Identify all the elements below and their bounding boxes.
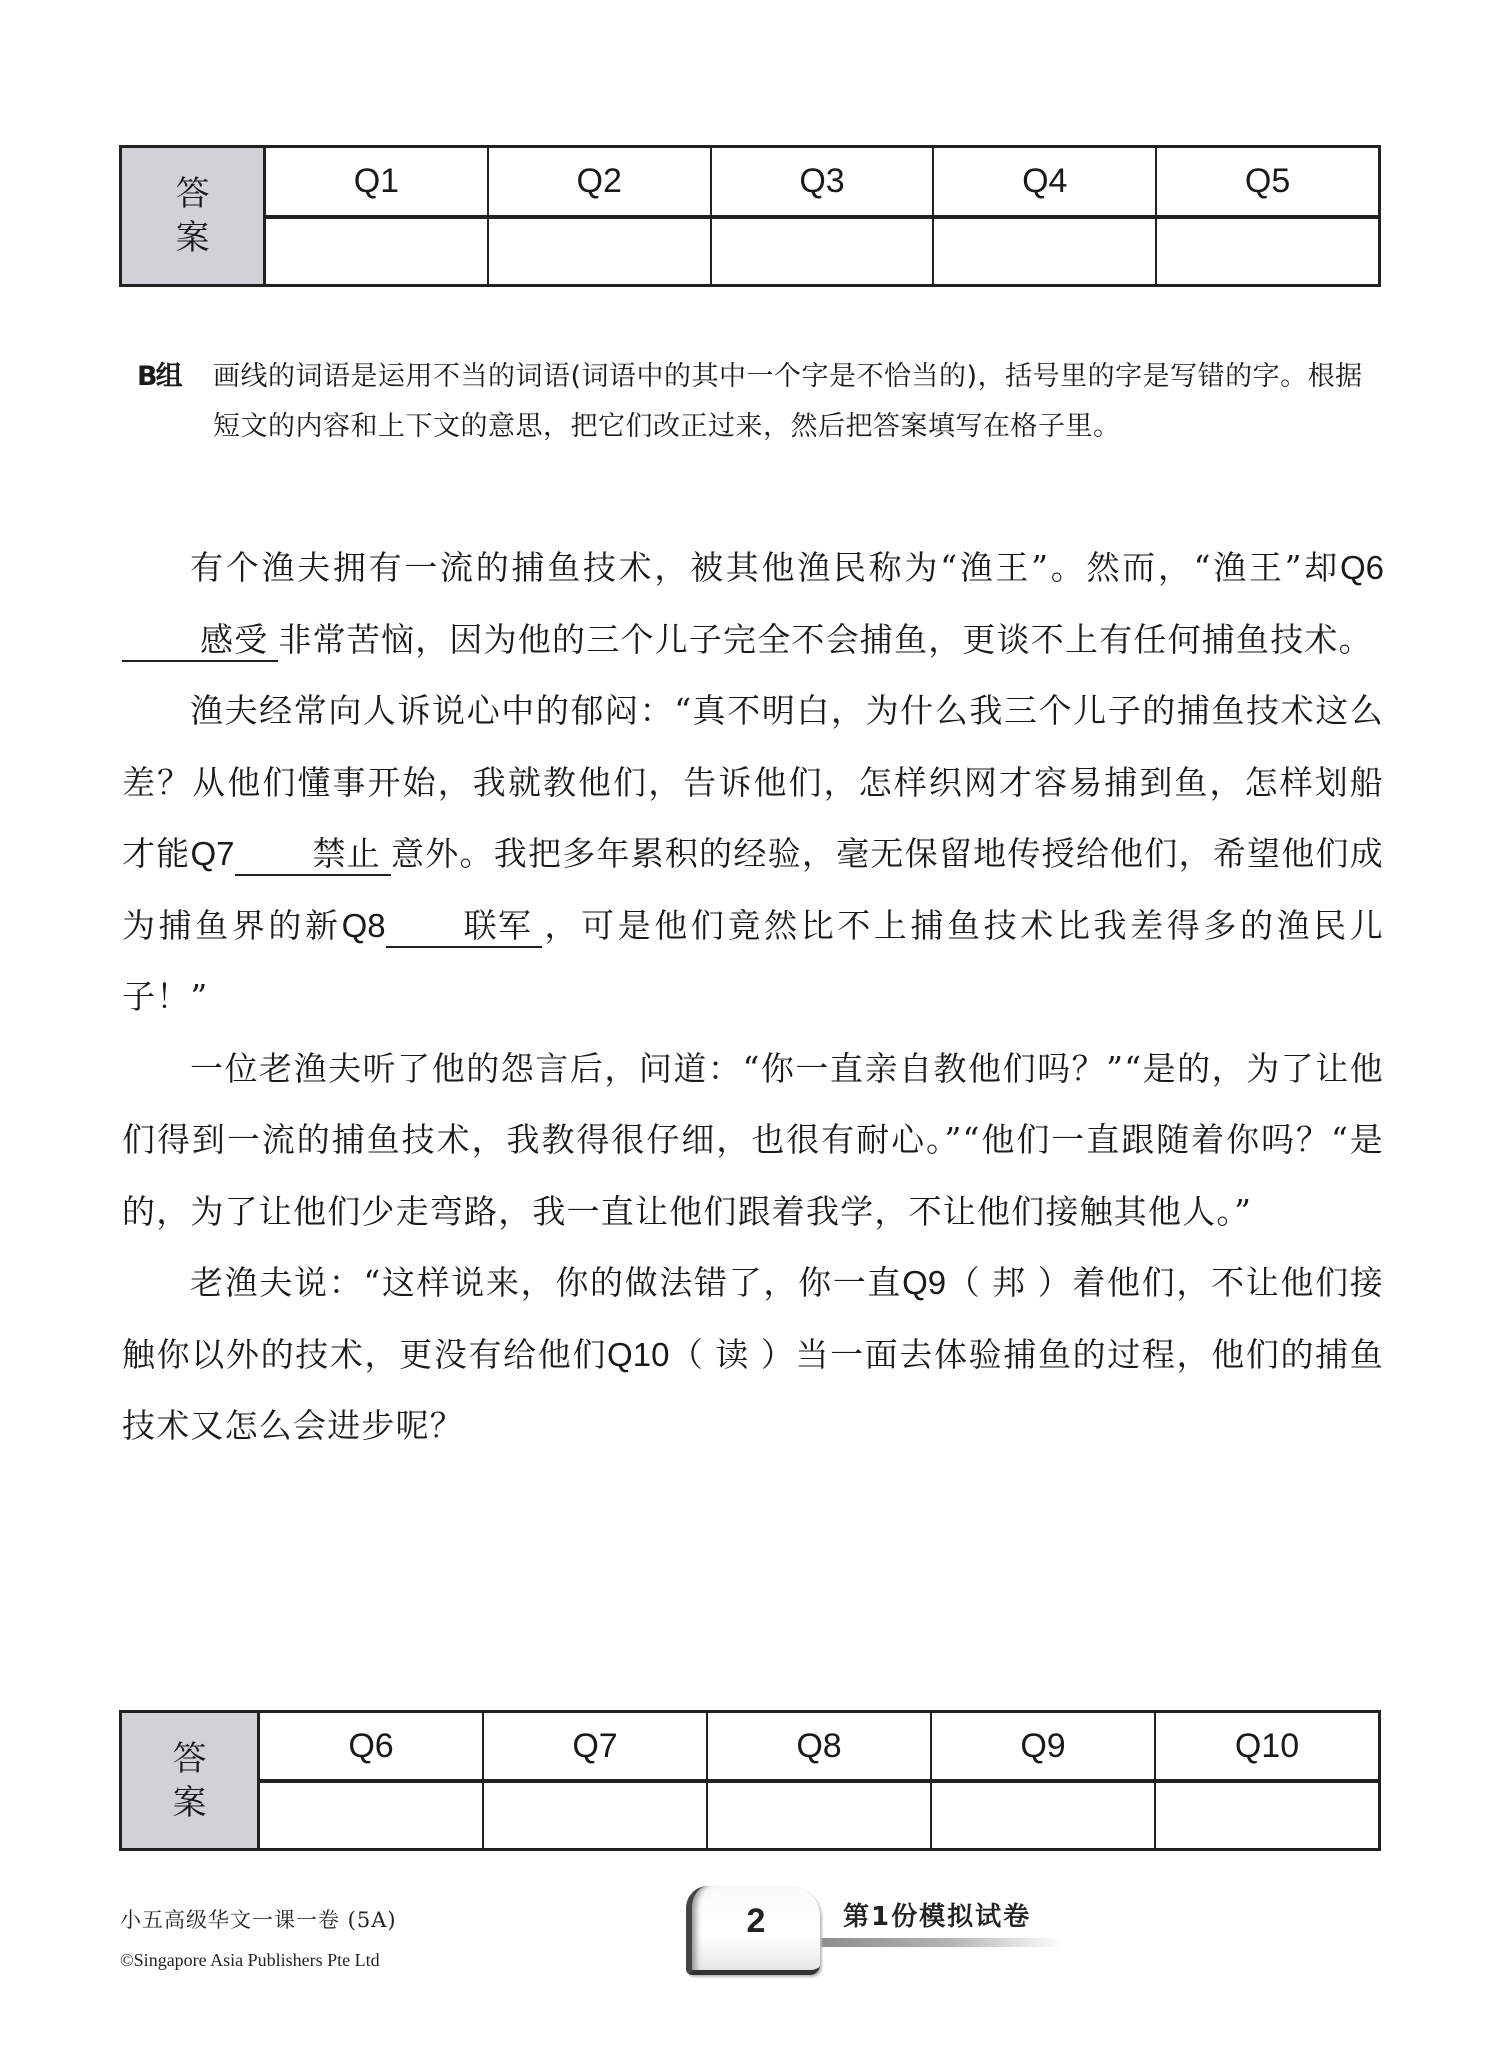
answer-label-cell — [122, 1713, 260, 1848]
column-header: Q3 — [712, 148, 933, 219]
title-gradient-bar — [814, 1938, 1064, 1947]
answer-column-q5 — [1157, 148, 1378, 284]
wrong-char-q9: （ 邦 ） — [946, 1264, 1073, 1301]
answer-table-q6-q10 — [119, 1710, 1381, 1851]
passage-paragraph-2 — [122, 675, 1384, 1033]
answer-column-q8 — [708, 1713, 932, 1848]
answer-column-q6 — [260, 1713, 484, 1848]
answer-label-char: 案 — [175, 218, 210, 258]
answer-column-q2 — [489, 148, 712, 284]
answer-column-q10 — [1156, 1713, 1378, 1848]
answer-cell-q8[interactable] — [708, 1783, 930, 1848]
page-number-tab — [686, 1886, 820, 1975]
question-tag-q6: Q6 — [1339, 549, 1384, 586]
book-title: 小五高级华文一课一卷 (5A) — [120, 1908, 397, 1932]
answer-column-q3 — [712, 148, 935, 284]
answer-cell-q1[interactable] — [266, 219, 487, 284]
passage-text: 有个渔夫拥有一流的捕鱼技术，被其他渔民称为“渔王”。然而，“渔王”却 — [190, 548, 1340, 587]
question-tag-q8: Q8 — [341, 906, 386, 944]
passage-text: 老渔夫说：“这样说来，你的做法错了，你一直 — [190, 1263, 903, 1302]
column-header: Q5 — [1157, 148, 1378, 219]
answer-column-q1 — [266, 148, 489, 284]
answer-table-q1-q5 — [119, 145, 1381, 287]
column-header: Q7 — [484, 1713, 706, 1783]
passage-text: ，可是他们竟然比不上捕鱼技术比我差得多的渔民儿子！” — [122, 905, 1384, 1016]
section-b-instruction — [137, 352, 1387, 452]
underlined-word-q8: 联军 — [386, 906, 542, 948]
section-tag: B组 — [137, 361, 181, 392]
passage-text: 渔夫经常向人诉说心中的郁闷：“真不明白，为什么我三个儿子的捕鱼技术这么差？从他们懂事开始，我就教他们，告诉他们，怎样织网才容易捕到鱼，怎样划船才能 — [122, 691, 1384, 873]
wrong-char-q10: （ 读 ） — [669, 1335, 796, 1373]
answer-label-char: 答 — [175, 174, 210, 214]
question-tag-q7: Q7 — [190, 835, 235, 872]
answer-cell-q10[interactable] — [1156, 1783, 1378, 1848]
answer-cell-q2[interactable] — [489, 219, 710, 284]
answer-column-q4 — [934, 148, 1157, 284]
answer-cell-q7[interactable] — [484, 1783, 706, 1848]
paper-title: 第1份模拟试卷 — [843, 1902, 1032, 1932]
question-tag-q9: Q9 — [902, 1264, 947, 1301]
underlined-word-q7: 禁止 — [235, 834, 391, 876]
underlined-word-q6: 感受 — [122, 620, 278, 662]
answer-column-q7 — [484, 1713, 708, 1848]
column-header: Q9 — [932, 1713, 1154, 1783]
answer-column-q9 — [932, 1713, 1156, 1848]
answer-cell-q4[interactable] — [934, 219, 1155, 284]
column-header: Q4 — [934, 148, 1155, 219]
column-header: Q2 — [489, 148, 710, 219]
passage — [122, 532, 1384, 1462]
answer-cell-q5[interactable] — [1157, 219, 1378, 284]
column-header: Q1 — [266, 148, 487, 219]
column-header: Q6 — [260, 1713, 482, 1783]
passage-text: 当一面去体验捕鱼的过程，他们的捕鱼技术又怎么会进步呢？ — [122, 1334, 1384, 1445]
answer-cell-q3[interactable] — [712, 219, 933, 284]
instruction-text: 画线的词语是运用不当的词语(词语中的其中一个字是不恰当的)，括号里的字是写错的字。根据短文的内容和上下文的意思，把它们改正过来，然后把答案填写在格子里。 — [213, 361, 1363, 442]
passage-text: 着他们，不让他们接触你以外的技术，更没有给他们 — [122, 1263, 1385, 1374]
column-header: Q10 — [1156, 1713, 1378, 1783]
page-number: 2 — [746, 1902, 766, 1940]
passage-text: 一位老渔夫听了他的怨言后，问道：“你一直亲自教他们吗？”“是的，为了让他们得到一流的捕鱼技术，我教得很仔细，也很有耐心。”“他们一直跟随着你吗？“是的，为了让他们少走弯路，我一直让他们跟着我学，不让他们接触其他人。” — [122, 1048, 1384, 1231]
column-header: Q8 — [708, 1713, 930, 1783]
passage-text: 非常苦恼，因为他的三个儿子完全不会捕鱼，更谈不上有任何捕鱼技术。 — [278, 619, 1373, 659]
passage-paragraph-3 — [122, 1033, 1384, 1248]
answer-cell-q9[interactable] — [932, 1783, 1154, 1848]
passage-paragraph-1 — [122, 532, 1384, 675]
question-tag-q10: Q10 — [607, 1335, 670, 1373]
passage-text: 意外。我把多年累积的经验，毫无保留地传授给他们，希望他们成为捕鱼界的新 — [122, 834, 1384, 945]
passage-paragraph-4 — [122, 1247, 1384, 1462]
answer-label-char: 答 — [172, 1738, 207, 1779]
answer-label-cell — [122, 148, 266, 284]
answer-cell-q6[interactable] — [260, 1783, 482, 1848]
answer-label-char: 案 — [172, 1782, 207, 1823]
copyright: ©Singapore Asia Publishers Pte Ltd — [120, 1950, 380, 1970]
